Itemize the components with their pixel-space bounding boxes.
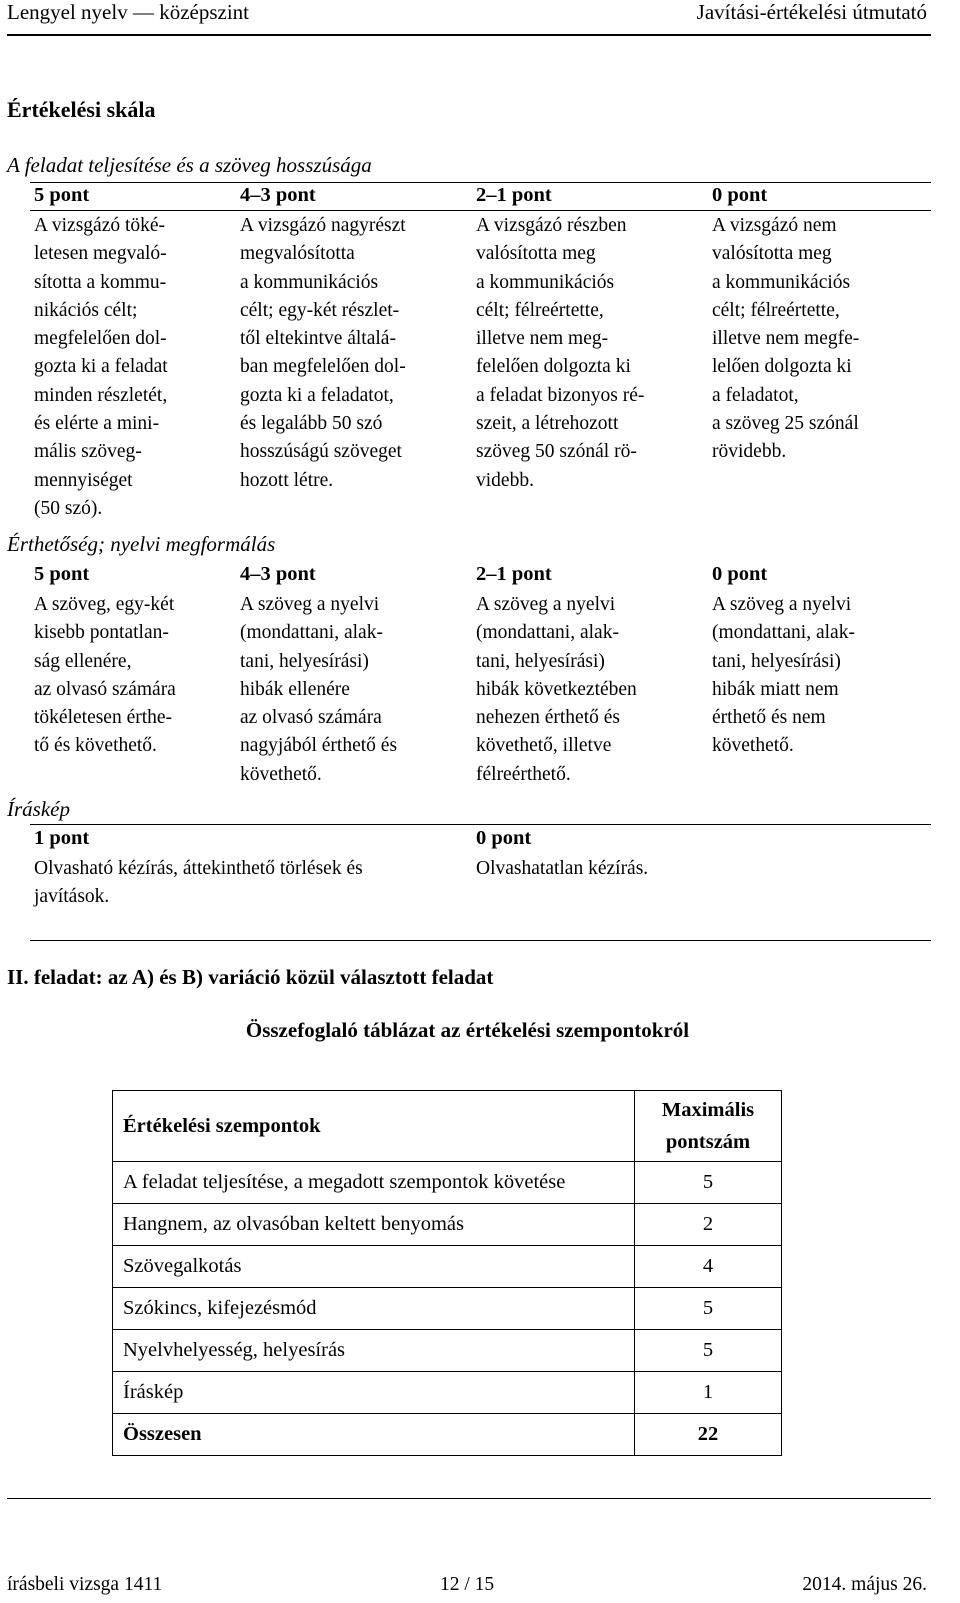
table-row [113, 1162, 782, 1204]
summary-table [112, 1090, 782, 1456]
table-row [113, 1204, 782, 1246]
section3-rule [30, 824, 931, 825]
section1-header-2-1: 2–1 pont [476, 184, 552, 206]
criteria-cell: Hangnem, az olvasóban keltett benyomás [113, 1204, 635, 1246]
total-label: Összesen [113, 1414, 635, 1456]
score-cell: 5 [635, 1162, 782, 1204]
score-cell: 5 [635, 1288, 782, 1330]
task2-title: II. feladat: az A) és B) variáció közül választott feladat [7, 965, 494, 989]
table-row [113, 1372, 782, 1414]
criteria-cell: Nyelvhelyesség, helyesírás [113, 1330, 635, 1372]
total-score: 22 [635, 1414, 782, 1456]
table-row [113, 1330, 782, 1372]
score-cell: 4 [635, 1246, 782, 1288]
section1-title: A feladat teljesítése és a szöveg hosszúsága [7, 153, 372, 177]
header-subject: Lengyel nyelv — középszint [7, 0, 250, 24]
table-row [113, 1288, 782, 1330]
summary-title: Összefoglaló táblázat az értékelési szempontokról [245, 1018, 690, 1042]
score-cell: 5 [635, 1330, 782, 1372]
section1-cell-5: A vizsgázó töké- letesen megvaló- sította a kommu- nikációs célt; megfelelően dol- gozta ki a feladat minden részletét, és elérte a mini- mális szöveg- mennyiséget (50 szó). [34, 215, 168, 519]
section3-cell-0: Olvashatatlan kézírás. [476, 858, 649, 879]
section3-header-0: 0 pont [476, 827, 532, 849]
header-rule [7, 34, 931, 36]
section2-cell-0: A szöveg a nyelvi (mondattani, alak- tani, helyesírási) hibák miatt nem érthető és nem követhető. [712, 594, 855, 757]
section1-header-5: 5 pont [34, 184, 90, 206]
total-row [113, 1414, 782, 1456]
section1-rule [30, 182, 931, 183]
section3-cell-1: Olvasható kézírás, áttekinthető törlések és javítások. [34, 858, 363, 908]
section3-header-1: 1 pont [34, 827, 90, 849]
section1-cell-0: A vizsgázó nem valósította meg a kommunikációs célt; félreértette, illetve nem megfe- lelően dolgozta ki a feladatot, a szöveg 25 szónál rövidebb. [712, 215, 860, 463]
section2-header-2-1: 2–1 pont [476, 563, 552, 585]
section2-header-5: 5 pont [34, 563, 90, 585]
header-doc-type: Javítási-értékelési útmutató [696, 0, 927, 24]
criteria-cell: Íráskép [113, 1372, 635, 1414]
criteria-header: Értékelési szempontok [113, 1091, 635, 1162]
footer-rule [7, 1498, 931, 1499]
section1-cell-2-1: A vizsgázó részben valósította meg a kommunikációs célt; félreértette, illetve nem meg- felelően dolgozta ki a feladat bizonyos ré- szeit, a létrehozott szöveg 50 szónál rö- videbb. [476, 215, 645, 491]
footer-exam-code: írásbeli vizsga 1411 [7, 1574, 163, 1595]
section1-header-0: 0 pont [712, 184, 768, 206]
section2-cell-4-3: A szöveg a nyelvi (mondattani, alak- tani, helyesírási) hibák ellenére az olvasó számára nagyjából érthető és követhető. [240, 594, 398, 785]
section2-title: Érthetőség; nyelvi megformálás [7, 532, 276, 556]
section2-header-4-3: 4–3 pont [240, 563, 316, 585]
section2-cell-5: A szöveg, egy-két kisebb pontatlan- ság ellenére, az olvasó számára tökéletesen érthe- tő és követhető. [34, 594, 176, 757]
summary-header-row [113, 1091, 782, 1162]
section1-cell-4-3: A vizsgázó nagyrészt megvalósította a kommunikációs célt; egy-két részlet- től eltekintve általá- ban megfelelően dol- gozta ki a feladatot, és legalább 50 szó hosszúságú szöveget hozott létre. [240, 215, 406, 491]
score-cell: 1 [635, 1372, 782, 1414]
section1-header-4-3: 4–3 pont [240, 184, 316, 206]
max-score-header: Maximális pontszám [635, 1091, 782, 1162]
criteria-cell: A feladat teljesítése, a megadott szempontok követése [113, 1162, 635, 1204]
footer-page-number: 12 / 15 [440, 1574, 495, 1595]
footer-date: 2014. május 26. [802, 1574, 927, 1595]
scale-title: Értékelési skála [7, 97, 156, 122]
criteria-cell: Szókincs, kifejezésmód [113, 1288, 635, 1330]
table-row [113, 1246, 782, 1288]
section2-cell-2-1: A szöveg a nyelvi (mondattani, alak- tani, helyesírási) hibák következtében nehezen érthető és követhető, illetve félreérthető. [476, 594, 637, 785]
section3-bottom-rule [30, 940, 931, 941]
score-cell: 2 [635, 1204, 782, 1246]
section1-header-rule [30, 210, 931, 211]
criteria-cell: Szövegalkotás [113, 1246, 635, 1288]
section2-header-0: 0 pont [712, 563, 768, 585]
section3-title: Íráskép [7, 797, 70, 821]
